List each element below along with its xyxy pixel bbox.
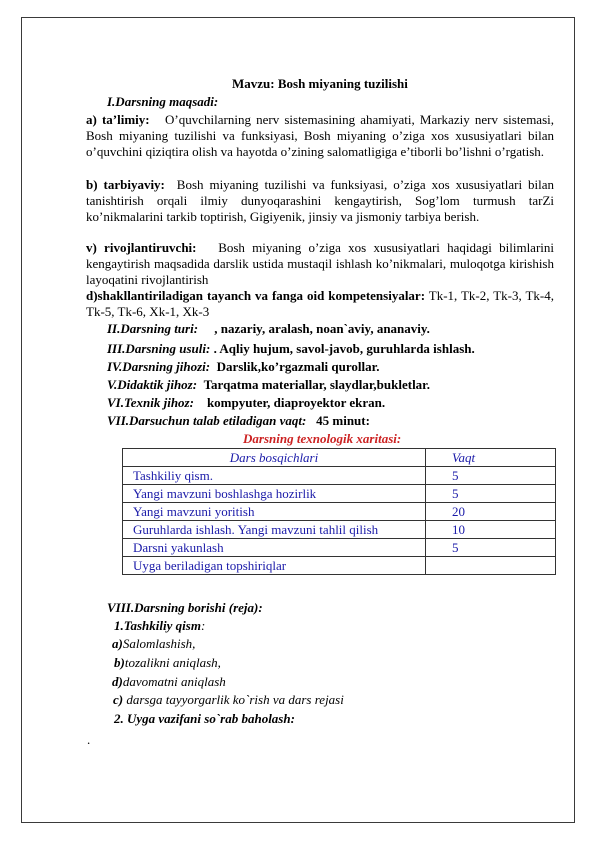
info-value: 45 minut:	[316, 413, 370, 428]
info-value: Darslik,ko’rgazmali qurollar.	[216, 359, 380, 374]
goal-educational	[86, 112, 554, 160]
item-mark: a)	[112, 636, 123, 651]
table-row	[123, 539, 556, 557]
header-time: Vaqt	[426, 449, 556, 467]
plan-part-2: 2. Uyga vazifani so`rab baholash:	[114, 711, 295, 726]
time-cell: 5	[426, 539, 556, 557]
info-label: VII.Darsuchun talab etiladigan vaqt:	[107, 413, 307, 428]
plan-part-1	[114, 618, 205, 633]
info-method	[107, 341, 475, 356]
time-cell: 20	[426, 503, 556, 521]
table-row	[123, 467, 556, 485]
info-label: II.Darsning turi:	[107, 321, 199, 336]
plan-item	[113, 692, 344, 707]
tech-map-title: Darsning texnologik xaritasi:	[243, 431, 402, 446]
goal-competencies	[86, 288, 554, 320]
goal-label: b) tarbiyaviy:	[86, 177, 165, 192]
lesson-title: Mavzu: Bosh miyaning tuzilishi	[232, 76, 408, 91]
info-value: . Aqliy hujum, savol-javob, guruhlarda ishlash.	[213, 341, 475, 356]
info-equipment	[107, 359, 379, 374]
time-cell: 5	[426, 467, 556, 485]
goal-label: d)shakllantiriladigan tayanch va fanga oid kompetensiyalar:	[86, 288, 426, 303]
plan-heading: VIII.Darsning borishi (reja):	[107, 600, 263, 615]
footer-mark: .	[87, 732, 91, 747]
goal-label: a) ta’limiy:	[86, 112, 150, 127]
stage-cell: Tashkiliy qism.	[123, 467, 426, 485]
item-mark: c)	[113, 692, 124, 707]
table-row	[123, 521, 556, 539]
info-label: V.Didaktik jihoz:	[107, 377, 198, 392]
info-value: , nazariy, aralash, noan`aviy, ananaviy.	[214, 321, 430, 336]
plan-item	[112, 636, 195, 651]
item-text: Salomlashish,	[122, 636, 196, 651]
item-text: darsga tayyorgarlik ko`rish va dars rejasi	[126, 692, 344, 707]
item-text: tozalikni aniqlash,	[124, 655, 221, 670]
plan-item	[112, 674, 226, 689]
goal-text: O’quvchilarning nerv sistemasining ahamiyati, Markaziy nerv sistemasi, Bosh miyaning tuzilishi va funksiyasi, Bosh miyaning o’ziga xos xususiyatlari bilan o’quvchini qiziqtira olish va hayotda o’zining salomatligiga e’tiborli bo’lishni o’rgatish.	[86, 112, 555, 159]
item-mark: d)	[112, 674, 123, 689]
stage-cell: Yangi mavzuni boshlashga hozirlik	[123, 485, 426, 503]
stage-cell: Yangi mavzuni yoritish	[123, 503, 426, 521]
plan-part-label: 1.Tashkiliy qism	[114, 618, 201, 633]
goal-heading: I.Darsning maqsadi:	[107, 94, 219, 109]
table-row	[123, 503, 556, 521]
table-row	[123, 557, 556, 575]
info-value: kompyuter, diaproyektor ekran.	[206, 395, 386, 410]
goal-text: Tk-1, Tk-2, Tk-3, Tk-4, Tk-5, Tk-6, Xk-1, Xk-3	[86, 288, 554, 319]
tech-map-table	[122, 448, 556, 575]
info-time	[107, 413, 370, 428]
info-label: VI.Texnik jihoz:	[107, 395, 194, 410]
info-label: III.Darsning usuli:	[107, 341, 211, 356]
item-mark: b)	[114, 655, 125, 670]
info-didactic	[107, 377, 430, 392]
table-header-row	[123, 449, 556, 467]
goal-text: Bosh miyaning o’ziga xos xususiyatlari haqidagi bilimlarini kengaytirish maqsadida darslik ustida mustaqil ishlash ko’nikmalari, muloqotga kirishish layoqatini rivojlantirish	[86, 240, 555, 287]
goal-developmental	[86, 240, 554, 288]
info-value: Tarqatma materiallar, slaydlar,bukletlar.	[203, 377, 431, 392]
goal-text: Bosh miyaning tuzilishi va funksiyasi, o’ziga xos xususiyatlari bilan tanishtirish orqali ilmiy dunyoqarashini kengaytirish, Sog’lom turmush tarZi ko’nikmalarini tarkib toptirish, Gigiyenik, jinsiy va jismoniy tarbiya berish.	[86, 177, 554, 224]
goal-upbringing	[86, 177, 554, 225]
item-text: davomatni aniqlash	[122, 674, 226, 689]
table-row	[123, 485, 556, 503]
goal-label: v) rivojlantiruvchi:	[86, 240, 197, 255]
info-type	[107, 321, 430, 336]
info-technical	[107, 395, 385, 410]
info-label: IV.Darsning jihozi:	[107, 359, 211, 374]
plan-item	[114, 655, 221, 670]
stage-cell: Guruhlarda ishlash. Yangi mavzuni tahlil qilish	[123, 521, 426, 539]
stage-cell: Uyga beriladigan topshiriqlar	[123, 557, 426, 575]
time-cell	[426, 557, 556, 575]
header-stages: Dars bosqichlari	[123, 449, 426, 467]
plan-part-colon: :	[200, 618, 206, 633]
time-cell: 5	[426, 485, 556, 503]
stage-cell: Darsni yakunlash	[123, 539, 426, 557]
time-cell: 10	[426, 521, 556, 539]
